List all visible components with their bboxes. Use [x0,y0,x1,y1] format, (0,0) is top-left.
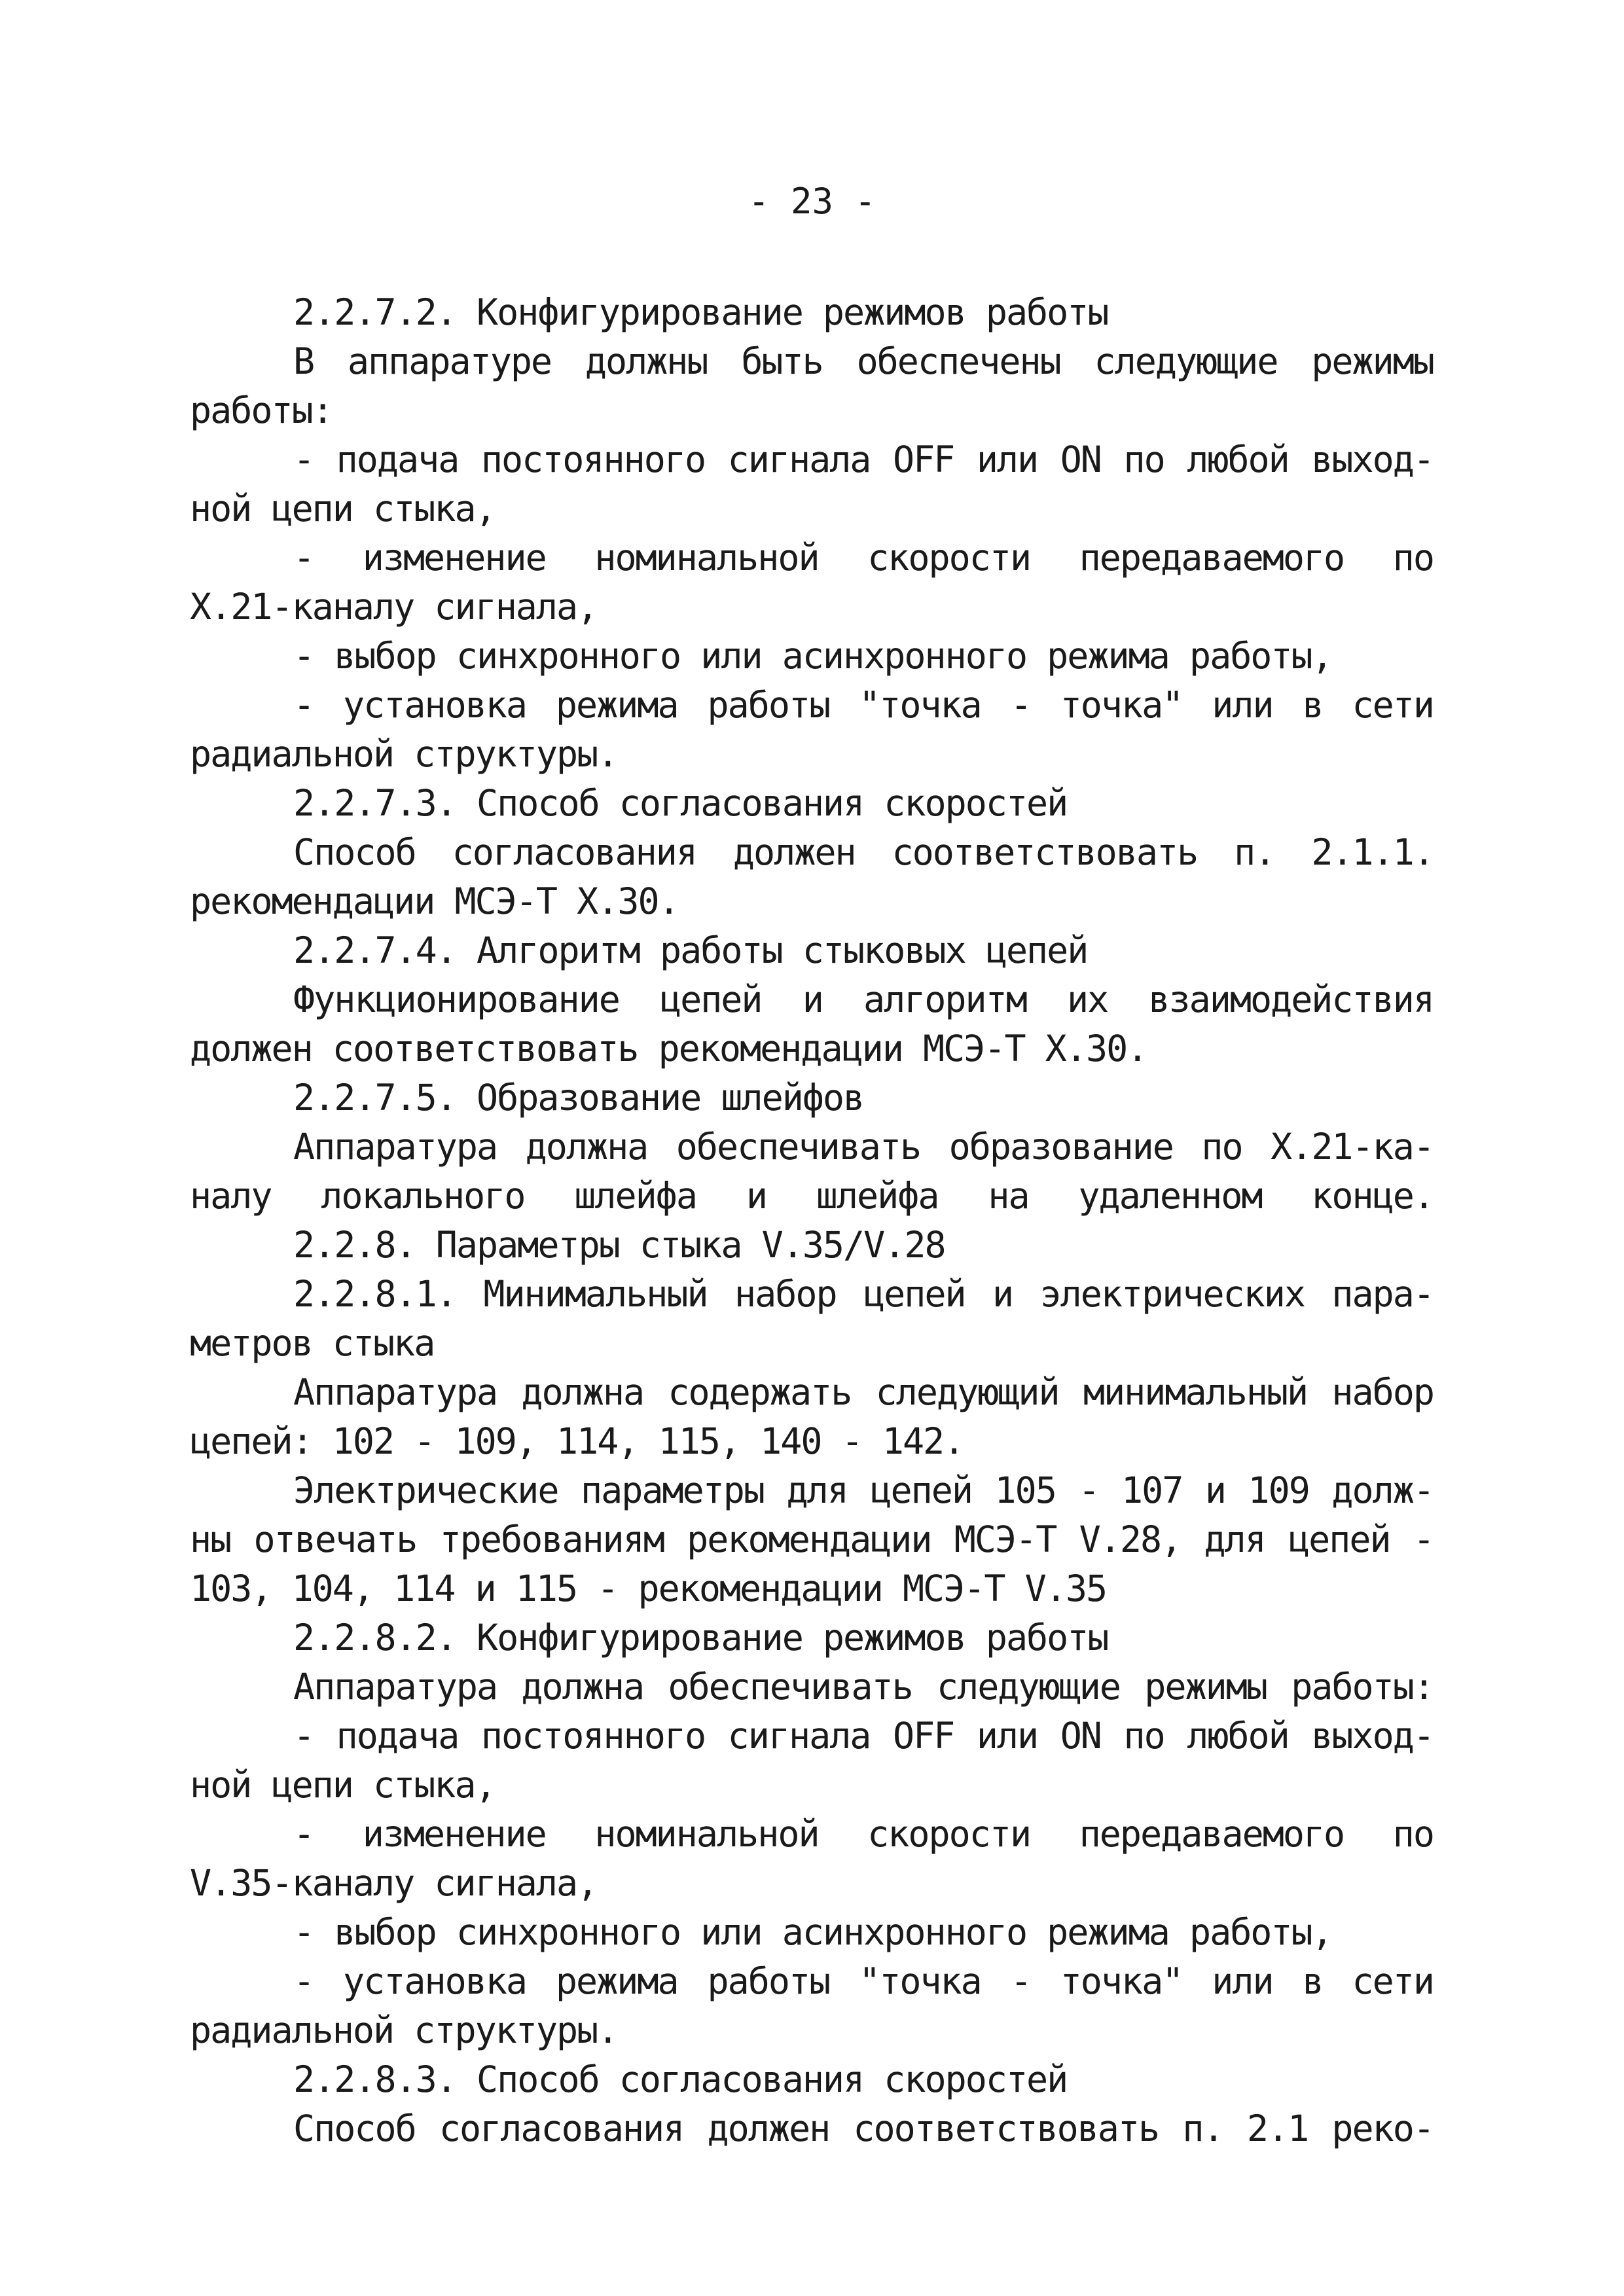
text-line: 103, 104, 114 и 115 - рекомендации МСЭ-Т V.35 [190,1568,1107,1609]
list-item: - изменение номинальной скорости передаваемого по [293,1813,1434,1855]
heading-2-2-8-3: 2.2.8.3. Способ согласования скоростей [293,2058,1068,2100]
list-item: - изменение номинальной скорости передаваемого по [293,537,1434,579]
text-line: X.21-каналу сигнала, [190,586,598,628]
text-line: Аппаратура должна содержать следующий минимальный набор [293,1371,1434,1413]
text-line: должен соответствовать рекомендации МСЭ-Т X.30. [190,1028,1147,1069]
heading-2-2-8-1: 2.2.8.1. Минимальный набор цепей и электрических пара- [293,1273,1434,1315]
text-line: радиальной структуры. [190,2009,618,2051]
text-line: рекомендации МСЭ-Т X.30. [190,880,679,922]
heading-2-2-7-5: 2.2.7.5. Образование шлейфов [293,1077,864,1119]
list-item: - выбор синхронного или асинхронного режима работы, [293,635,1332,677]
page-number: - 23 - [748,181,876,222]
text-line: Способ согласования должен соответствовать п. 2.1 реко- [293,2108,1434,2149]
text-line: ной цепи стыка, [190,488,496,529]
heading-2-2-7-2: 2.2.7.2. Конфигурирование режимов работы [293,291,1108,333]
list-item: - подача постоянного сигнала OFF или ON по любой выход- [293,439,1434,480]
heading-2-2-8-2: 2.2.8.2. Конфигурирование режимов работы [293,1617,1108,1659]
text-line: метров стыка [190,1322,435,1364]
text-line: ной цепи стыка, [190,1764,496,1806]
list-item: - выбор синхронного или асинхронного режима работы, [293,1911,1332,1953]
text-line: Функционирование цепей и алгоритм их взаимодействия [293,978,1434,1020]
text-line: Аппаратура должна обеспечивать образование по X.21-ка- [293,1126,1434,1168]
list-item: - установка режима работы "точка - точка" или в сети [293,684,1434,726]
text-line: ны отвечать требованиям рекомендации МСЭ-Т V.28, для цепей - [190,1518,1434,1560]
text-line: В аппаратуре должны быть обеспечены следующие режимы [293,340,1434,382]
text-line: Способ согласования должен соответствовать п. 2.1.1. [293,831,1434,873]
heading-2-2-7-4: 2.2.7.4. Алгоритм работы стыковых цепей [293,929,1088,971]
text-line: радиальной структуры. [190,733,618,775]
text-line: налу локального шлейфа и шлейфа на удаленном конце. [190,1175,1434,1217]
text-line: Электрические параметры для цепей 105 - 107 и 109 долж- [293,1469,1434,1511]
text-line: V.35-каналу сигнала, [190,1862,598,1904]
heading-2-2-7-3: 2.2.7.3. Способ согласования скоростей [293,782,1068,824]
document-body [190,288,1434,2153]
text-line: работы: [190,389,333,431]
list-item: - подача постоянного сигнала OFF или ON по любой выход- [293,1715,1434,1757]
heading-2-2-8: 2.2.8. Параметры стыка V.35/V.28 [293,1224,945,1266]
list-item: - установка режима работы "точка - точка" или в сети [293,1960,1434,2002]
text-line: Аппаратура должна обеспечивать следующие режимы работы: [293,1666,1434,1708]
text-line: цепей: 102 - 109, 114, 115, 140 - 142. [190,1420,964,1462]
